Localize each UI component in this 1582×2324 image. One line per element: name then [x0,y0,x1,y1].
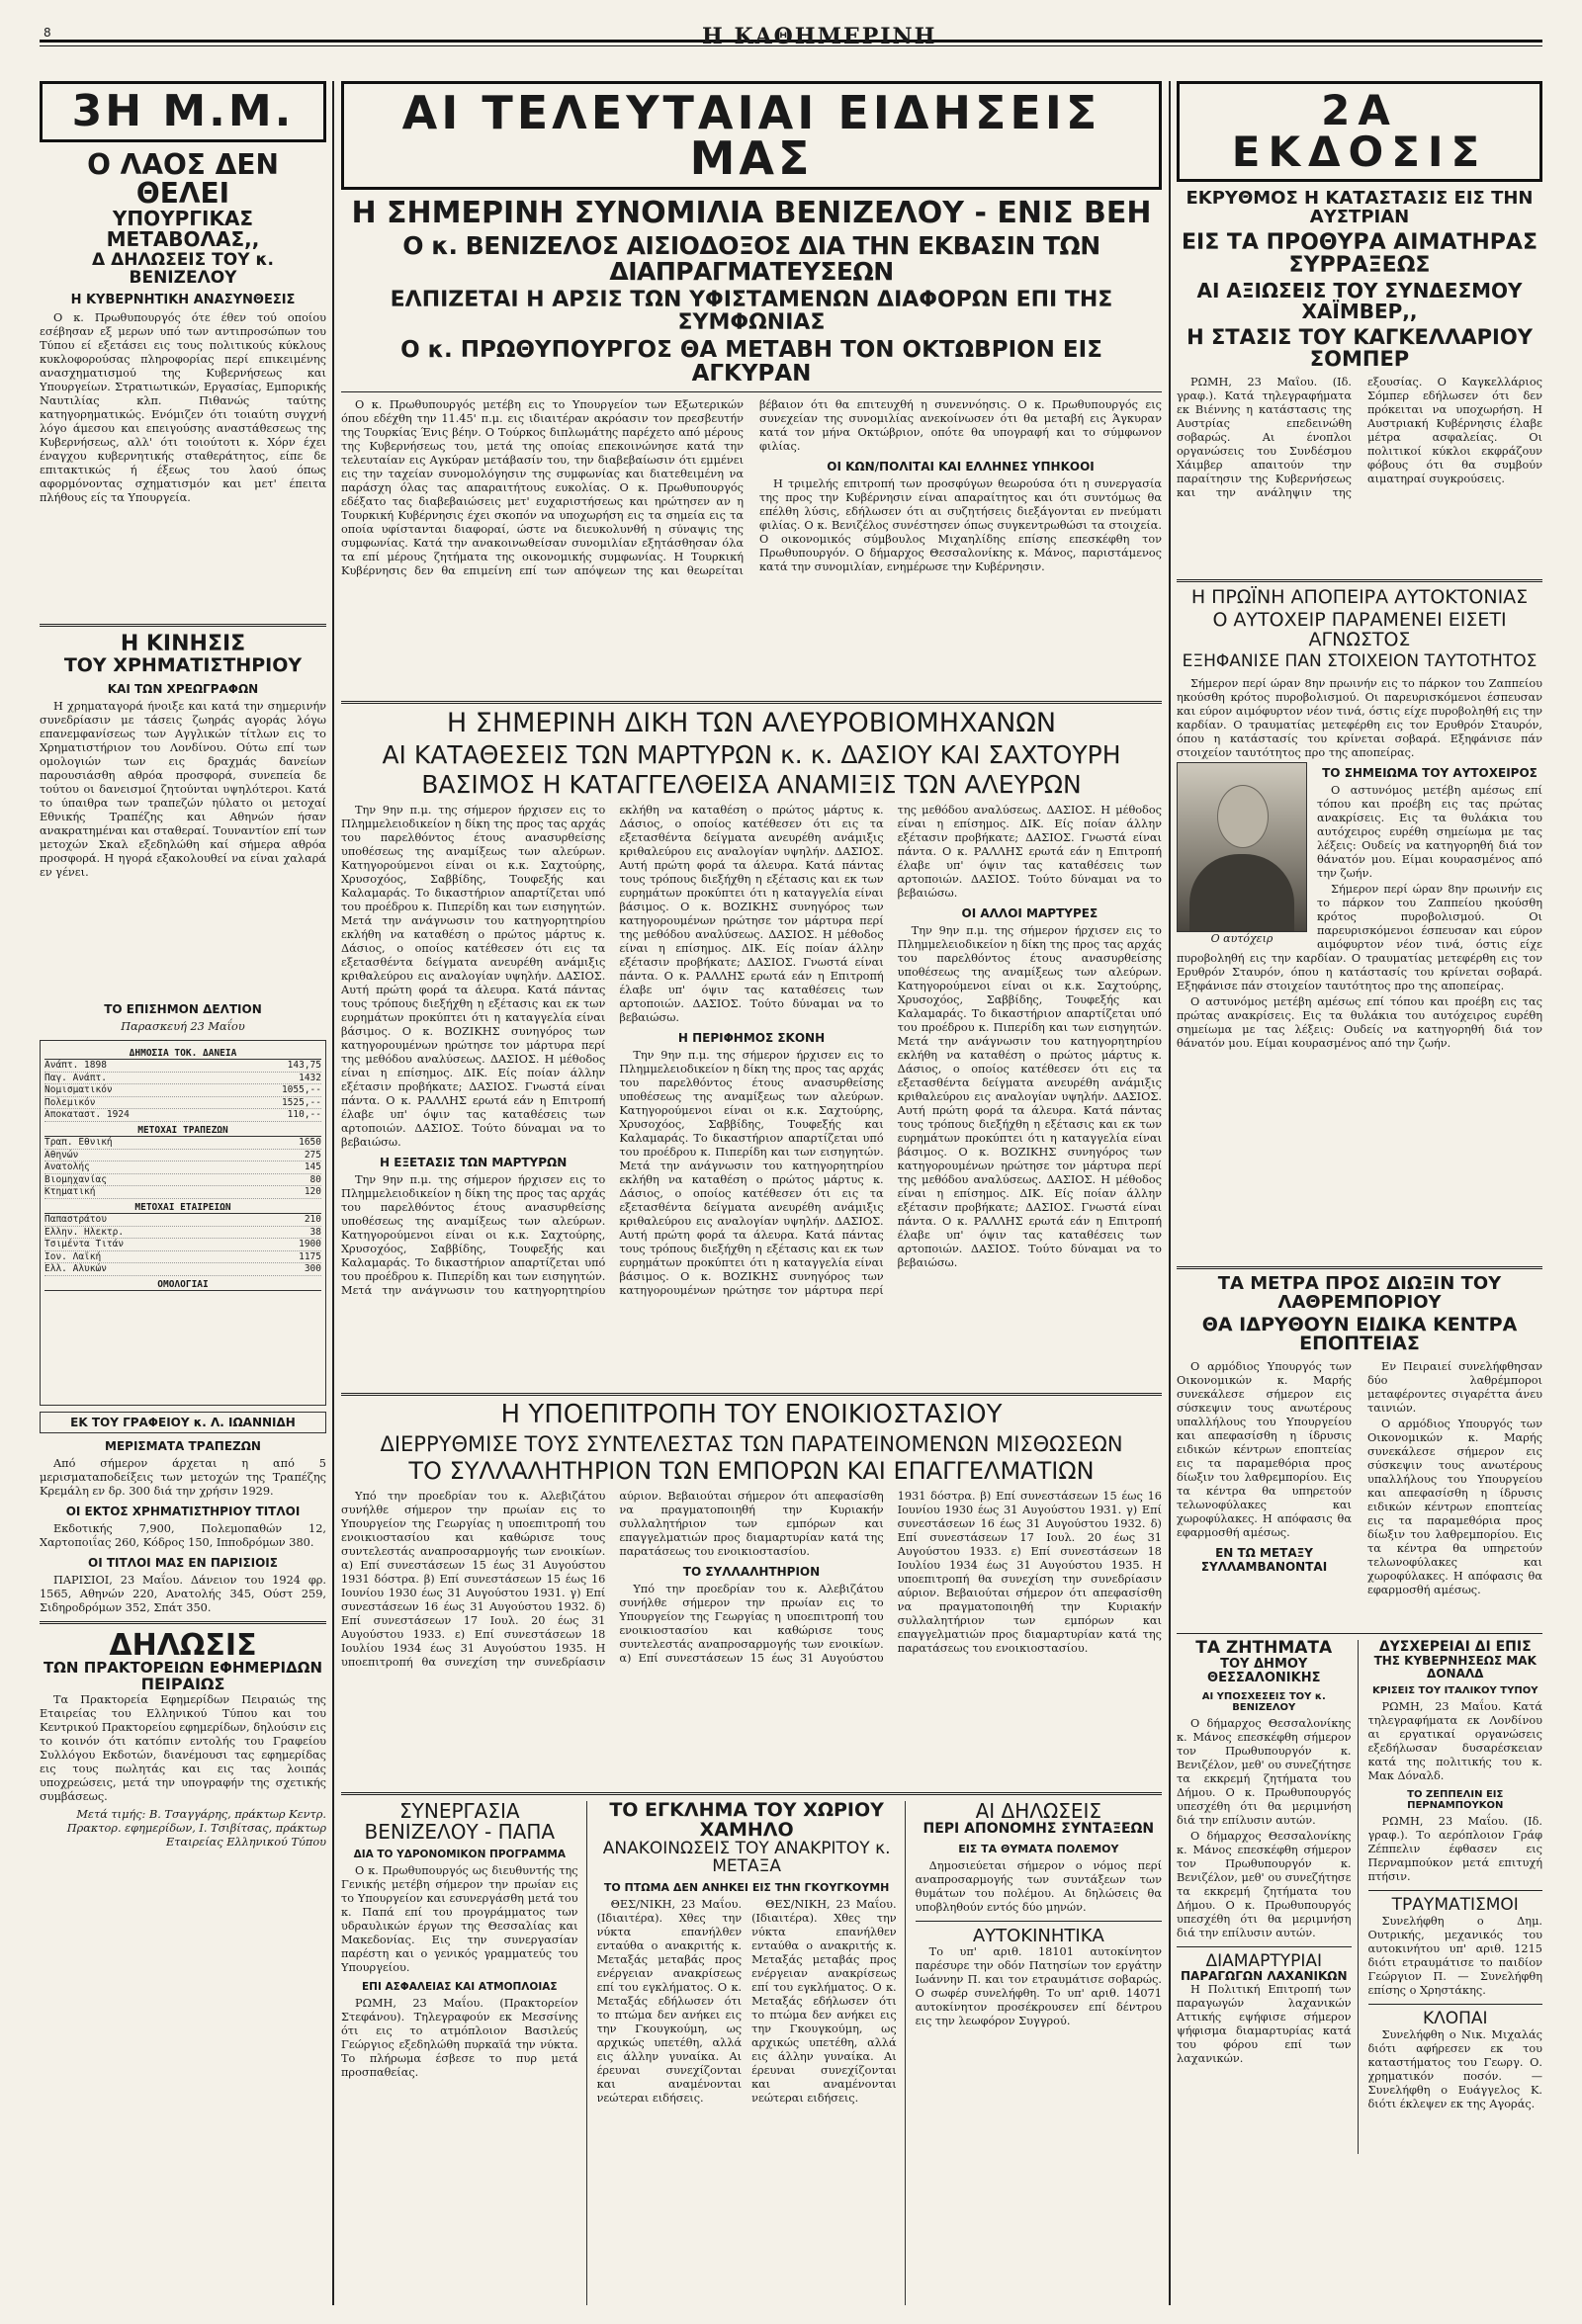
table-header: ΟΜΟΛΟΓΙΑΙ [44,1279,321,1292]
article-body: Ο κ. Πρωθυπουργός ότε έθεν τού οποίου εσέβησαν εξ μερων υπό των αντιπροσώπων του Τύπου εί εξετάσει εις τους πολιτικούς κύκλους κυκλοφορούσας πληροφορίας περί επικειμένης ανασχηματισμού της Κυβερνήσεως και Υπουργείων. Στρατιωτικών, Εργασίας, Εμπορικής Ναυτιλίας κλπ. Πιθανώς ταύτης κατηγορηματικώς. Ενόμιζεν ότι τοιαύτη συγχνή λόγο άμεσου και επειγούσης αναστάθεσεως της Κυβερνήσεως, αλλ' ότι τοιούτοτι κ. Χόρν έχει έναγχου κυβερνητικής σταθεράτητος, είπε δε επιτακτικώς ή έξεως του λαού όπως αφορμόνοντας σχηματισμόν και μετ' έπειτα πλήθους είς τα Υπουργεία. [40,311,326,505]
security-price: 1525,-- [281,1096,321,1108]
article-cooperation [341,1801,587,2305]
portrait-photo [1177,762,1307,932]
table-row [44,1239,321,1251]
headline: ΤΩΝ ΠΡΑΚΤΟΡΕΙΩΝ ΕΦΗΜΕΡΙΔΩΝ [43,1659,323,1677]
article-body: ΡΩΜΗ, 23 Μαΐου. (Πρακτορείον Στεφάνου). Τηλεγραφούν εκ Μεσσίνης ότι εις το ατμόπλοιον Βασιλεύς Γεώργιος εξεδηλώθη πυρκαϊά την νύκτα. Το πλήρωμα έσβεσε το πυρ μετά προσπαθείας. [341,1996,578,2079]
headline: ΑΝΑΚΟΙΝΩΣΕΙΣ ΤΟΥ ΑΝΑΚΡΙΤΟΥ κ. ΜΕΤΑΞΑ [602,1838,891,1876]
article-body: Εκδοτικής 7,900, Πολεμοπαθών 12, Χαρτοποιΐας 260, Κόδρος 150, Ιπποδρόμων 380. [40,1521,326,1549]
security-name: Πολεμικόν [44,1096,96,1108]
divider [341,1792,1162,1795]
headline: Η ΥΠΟΕΠΙΤΡΟΠΗ ΤΟΥ ΕΝΟΙΚΙΟΣΤΑΣΙΟΥ [500,1400,1003,1430]
subheadline: ΜΕΡΙΣΜΑΤΑ ΤΡΑΠΕΖΩΝ [105,1438,261,1453]
security-name: Τσιμέντα Τιτάν [44,1239,125,1249]
section-label: ΕΚ ΤΟΥ ΓΡΑΦΕΙΟΥ κ. Λ. ΙΩΑΝΝΙΔΗ [40,1412,326,1433]
subheadline: ΕΠΙ ΑΣΦΑΛΕΙΑΣ ΚΑΙ ΑΤΜΟΠΛΟΙΑΣ [361,1980,558,1993]
headline: ΤΑ ΜΕΤΡΑ ΠΡΟΣ ΔΙΩΞΙΝ ΤΟΥ ΛΑΘΡΕΜΠΟΡΙΟΥ [1217,1272,1502,1313]
security-name: Ελλ. Αλυκών [44,1263,107,1274]
security-name: Νομισματικόν [44,1084,113,1095]
security-name: Ανάπτ. 1898 [44,1060,107,1071]
security-price: 210 [304,1214,321,1225]
subheadline: ΤΟ ΖΕΠΠΕΛΙΝ ΕΙΣ ΠΕΡΝΑΜΠΟΥΚΟΝ [1407,1789,1504,1812]
security-name: Παπαστράτου [44,1214,107,1225]
article-body: Δημοσιεύεται σήμερον ο νόμος περί αναπροσαρμογής των συντάξεων των θυμάτων του πολέμου. Αι δηλώσεις θα υποβληθούν εντός δύο μηνών. [915,1858,1162,1914]
headline: Ο ΑΥΤΟΧΕΙΡ ΠΑΡΑΜΕΝΕΙ ΕΙΣΕΤΙ ΑΓΝΩΣΤΟΣ [1212,609,1507,650]
headline: Η ΠΡΩΪΝΗ ΑΠΟΠΕΙΡΑ ΑΥΤΟΚΤΟΝΙΑΣ [1190,586,1529,609]
article-body: Συνελήφθη ο Δημ. Ουτρικής, μεχανικός του αυτοκινήτου υπ' αριθ. 1215 διότι ετραυμάτισε το παιδίον Γεώργιον Π. — Συνελήφθη επίσης ο Χρηστάκης. [1367,1915,1542,1998]
article-body: Υπό την προεδρίαν του κ. Αλεβιζάτου συνήλθε σήμερον την πρωίαν εις το Υπουργείον της Γεωργίας η υποεπιτροπή του ενοικιοστασίου και καθώρισε τους συντελεστάς αναπροσαρμογής των ενοικίων. α) Επί συνεστάσεων 15 έως 31 Αυγούστου 1931 δόστρα. β) Επί συνεστάσεων 15 έως 16 Ιουνίου 1930 έως 31 Αυγούστου 1931. γ) Επί συνεστάσεων 16 έως 31 Αυγούστου 1932. δ) Επί συνεστάσεων 17 Ιουλ. 20 έως 31 Αυγούστου 1933. ε) Επί συνεστάσεων 18 Ιουλίου 1934 έως 31 Αυγούστου 1935. Η υποεπιτροπή θα συνεχίση την συνεδρίασιν αύριον. Βεβαιούται σήμερον ότι απεφασίσθη να πραγματοποιηθή την Κυριακήν συλλαλητήριον των εμπόρων και επαγγελματιών προς διαμαρτυρίαν κατά της παρατάσεως του ενοικιοστασίου. ΤΟ ΣΥΛΛΑΛΗΤΗΡΙΟΝ Υπό την προεδρίαν του κ. Αλεβιζάτου συνήλθε σήμερον την πρωίαν εις το Υπουργείον της Γεωργίας η υποεπιτροπή του ενοικιοστασίου και καθώρισε τους συντελεστάς αναπροσαρμογής των ενοικίων. α) Επί συνεστάσεων 15 έως 31 Αυγούστου 1931 δόστρα. β) Επί συνεστάσεων 15 έως 16 Ιουνίου 1930 έως 31 Αυγούστου 1931. γ) Επί συνεστάσεων 16 έως 31 Αυγούστου 1932. δ) Επί συνεστάσεων 17 Ιουλ. 20 έως 31 Αυγούστου 1933. ε) Επί συνεστάσεων 18 Ιουλίου 1934 έως 31 Αυγούστου 1935. Η υποεπιτροπή θα συνεχίση την συνεδρίασιν αύριον. Βεβαιούται σήμερον ότι απεφασίσθη να πραγματοποιηθή την Κυριακήν συλλαλητήριον των εμπόρων και επαγγελματιών προς διαμαρτυρίαν κατά της παρατάσεως του ενοικιοστασίου. [341,1489,1162,1669]
headline: ΤΟ ΣΥΛΛΑΛΗΤΗΡΙΟΝ ΤΩΝ ΕΜΠΟΡΩΝ ΚΑΙ ΕΠΑΓΓΕΛΜΑΤΙΩΝ [408,1456,1095,1485]
article-body: Η Πολιτική Επιτροπή των παραγωγών λαχανικών Αττικής εψήφισε σήμερον ψήφισμα διαμαρτυρίας κατά του φόρου επί των λαχανικών. [1177,1982,1352,2065]
headline: Ο ΛΑΟΣ ΔΕΝ ΘΕΛΕΙ [87,148,279,211]
security-name: Παγ. Ανάπτ. [44,1072,107,1083]
divider [1177,579,1542,582]
table-row [44,1251,321,1264]
article-body: ΡΩΜΗ, 23 Μαΐου. Κατά τηλεγραφήματα εκ Λονδίνου αι εργατικαί οργανώσεις εξεδήλωσαν δυσαρέσκειαν κατά της πολιτικής του κ. Μακ Δόναλδ. [1367,1700,1542,1783]
headline: ΒΕΝΙΖΕΛΟΥ - ΠΑΠΑ [364,1819,556,1844]
article-body: Ο κ. Πρωθυπουργός μετέβη εις το Υπουργείον των Εξωτερικών όπου εδέχθη την 11.45' π.μ. εις ιδιαιτέραν ακρόασιν τον πρεσβευτήν της Τουρκίας Ένις βέην. Ο Τούρκος διπλωμάτης παρέχετο από μέρους της Κυβερνήσεως του, μετά της οποίας επεκοινώνησε κατά την τελευταίαν εις Αγκύραν μετάβασίν του, την διαβεβαίωσιν ότι εμμένει εις την ταχείαν συνομολόγησιν της συμφωνίας και διατεθειμένη να παράσχη όλας τας απαραιτήτους ευκολίας. Ο κ. Πρωθυπουργός εδέξατο τας διαβεβαιώσεις μετ' ευχαριστήσεως και ηρώτησεν αν η Τουρκική Κυβέρνησις έχει σκοπόν να υποχωρήση εις τα σημεία εις τα οποία υφίστανται διαφοραί, ώστε να διευκολυνθή η σύναψις της συμφωνίας. Κατά την ανακοινωθείσαν συνομιλίαν εξητάσθησαν όλα τα επί μέρους ζητήματα της οικονομικής συμφωνίας. Η Τουρκική Κυβέρνησις δεν θα επιμείνη επί των απόψεων της και θεωρείται βέβαιον ότι θα επιτευχθή η συνεννόησις. Ο κ. Πρωθυπουργός εις συνεχείαν της συνομιλίας ανεκοίνωσεν ότι θα μεταβή εις Άγκυραν κατά τον μήνα Οκτώβριον, οπότε θα υπογραφή και το σύμφωνον φιλίας. ΟΙ ΚΩΝ/ΠΟΛΙΤΑΙ ΚΑΙ ΕΛΛΗΝΕΣ ΥΠΗΚΟΟΙ Η τριμελής επιτροπή των προσφύγων θεωρούσα ότι η συνεργασία της προς την Κυβέρνησιν είναι απαραίτητος και ότι συντόμως θα επέλθη λύσις, εδήλωσεν ότι αι συζητήσεις διεξάγονται εν πνεύματι φιλίας. Ο κ. Βενιζέλος συνέστησεν όπως συγκεντρωθώσι τα στοιχεία. Ο οικονομικός σύμβουλος Μιχαηλίδης επίσης επεσκέφθη τον Πρωθυπουργόν. Ο δήμαρχος Θεσσαλονίκης κ. Μάνος, παριστάμενος κατά την συνομιλίαν, ενημέρωσε την Κυβέρνησιν. [341,398,1162,578]
table-header: ΜΕΤΟΧΑΙ ΕΤΑΙΡΕΙΩΝ [44,1202,321,1215]
headline: Η ΣΤΑΣΙΣ ΤΟΥ ΚΑΓΚΕΛΛΑΡΙΟΥ ΣΟΜΠΕΡ [1186,324,1533,372]
bulletin-date: Παρασκευή 23 Μαΐου [121,1019,245,1033]
right-bottom [1177,1640,1542,2154]
security-price: 145 [304,1162,321,1172]
photo-caption: Ο αυτόχειρ [1210,931,1274,945]
security-price: 1175 [299,1250,321,1262]
article-thessaloniki [1177,1640,1359,2154]
headline: Η ΣΗΜΕΡΙΝΗ ΔΙΚΗ ΤΩΝ ΑΛΕΥΡΟΒΙΟΜΗΧΑΝΩΝ [446,708,1057,739]
headline: ΤΑ ΖΗΤΗΜΑΤΑ [1195,1640,1333,1659]
headline: ΚΛΟΠΑΙ [1422,2009,1488,2029]
subheadline: ΟΙ ΑΛΛΟΙ ΜΑΡΤΥΡΕΣ [961,906,1099,921]
security-price: 38 [309,1226,321,1238]
headline: ΤΟΥ ΔΗΜΟΥ ΘΕΣΣΑΛΟΝΙΚΗΣ [1207,1657,1321,1685]
subheadline: ΔΙΑ ΤΟ ΥΔΡΟΝΟΜΙΚΟΝ ΠΡΟΓΡΑΜΜΑ [353,1848,566,1860]
article-body: ΡΩΜΗ, 23 Μαΐου. (Ιδ. γραφ.). Κατά τηλεγραφήματα εκ Βιέννης η κατάστασις της Αυστρίας επεδεινώθη σοβαρώς. Αι ένοπλοι οργανώσεις του Συνδέσμου Χάιμβερ απαιτούν την παραίτησιν της Κυβερνήσεως και την ανάληψιν της εξουσίας. Ο Καγκελλάριος Σόμπερ εδήλωσεν ότι δεν πρόκειται να υποχωρήση. Η Αυστριακή Κυβέρνησις έλαβε μέτρα ασφαλείας. Οι πολιτικοί κύκλοι εκφράζουν φόβους ότι θα συμβούν αιματηραί συγκρούσεις. [1177,376,1542,500]
article-body: ΠΑΡΙΣΙΟΙ, 23 Μαΐου. Δάνειον του 1924 φρ. 1565, Αθηνών 220, Ανατολής 345, Ούστ 259, Σιδηροδρόμων 352, Σπάτ 350. [40,1573,326,1614]
article-pensions [916,1801,1162,2305]
article-body: Ο αρμόδιος Υπουργός των Οικονομικών κ. Μαρής συνεκάλεσε σήμερον εις σύσκεψιν τους ανωτέρους υπαλλήλους του Υπουργείου και απεφασίσθη η ίδρυσις ειδικών κέντρων εποπτείας εις τα παραμεθόρια προς δίωξιν του λαθρεμπορίου. Εις τα κέντρα θα υπηρετούν τελωνοφύλακες και χωροφύλακες. Η απόφασις θα εφαρμοσθή αμέσως. ΕΝ ΤΩ ΜΕΤΑΞΥ ΣΥΛΛΑΜΒΑΝΟΝΤΑΙ Εν Πειραιεί συνελήφθησαν δύο λαθρέμποροι μεταφέροντες σιγαρέττα άνευ ταινιών. Ο αρμόδιος Υπουργός των Οικονομικών κ. Μαρής συνεκάλεσε σήμερον εις σύσκεψιν τους ανωτέρους υπαλλήλους του Υπουργείου και απεφασίσθη η ίδρυσις ειδικών κέντρων εποπτείας εις τα παραμεθόρια προς δίωξιν του λαθρεμπορίου. Εις τα κέντρα θα υπηρετούν τελωνοφύλακες και χωροφύλακες. Η απόφασις θα εφαρμοσθή αμέσως. [1177,1360,1542,1597]
divider [1177,1946,1352,1947]
security-name: Ιον. Λαϊκή [44,1250,102,1262]
article-foreign-news [1368,1640,1543,2154]
middle-column [341,81,1162,2305]
divider [40,624,326,627]
headline: ΤΗΣ ΚΥΒΕΡΝΗΣΕΩΣ ΜΑΚ ΔΟΝΑΛΔ [1373,1654,1537,1680]
divider [1368,1890,1543,1891]
headline: Η ΣΗΜΕΡΙΝΗ ΣΥΝΟΜΙΛΙΑ ΒΕΝΙΖΕΛΟΥ - ΕΝΙΣ ΒΕΗ [351,196,1152,230]
table-row [44,1214,321,1227]
security-name: Κτηματική [44,1186,96,1197]
article-body: Σήμερον περί ώραν 8ην πρωινήν εις το πάρκον του Ζαππείου ηκούσθη κρότος πυροβολισμού. Οι παρευρισκόμενοι έσπευσαν και εύρον αιμόφυρτον νέον τινά, όστις είχε πυροβοληθή εις την καρδίαν. Ο τραυματίας μετεφέρθη εις τον Ερυθρόν Σταυρόν, όπου η κατάστασίς του κρίνεται σοβαρά. Εξηφάνισε πάν στοιχείον ταυτότητος προ της αποπείρας. Ο αυτόχειρ ΤΟ ΣΗΜΕΙΩΜΑ ΤΟΥ ΑΥΤΟΧΕΙΡΟΣ Ο αστυνόμος μετέβη αμέσως επί τόπου και προέβη εις τας πρώτας ανακρίσεις. Εις τα θυλάκια του αυτόχειρος ευρέθη σημείωμα με τας λέξεις: Ουδείς να κατηγορηθή διά τον θάνατόν μου. Είμαι κουρασμένος από την ζωήν. Σήμερον περί ώραν 8ην πρωινήν εις το πάρκον του Ζαππείου ηκούσθη κρότος πυροβολισμού. Οι παρευρισκόμενοι έσπευσαν και εύρον αιμόφυρτον νέον τινά, όστις είχε πυροβοληθή εις την καρδίαν. Ο τραυματίας μετεφέρθη εις τον Ερυθρόν Σταυρόν, όπου η κατάστασίς του κρίνεται σοβαρά. Εξηφάνισε πάν στοιχείον ταυτότητος προ της αποπείρας. Ο αστυνόμος μετέβη αμέσως επί τόπου και προέβη εις τας πρώτας ανακρίσεις. Εις τα θυλάκια του αυτόχειρος ευρέθη σημείωμα με τας λέξεις: Ουδείς να κατηγορηθή διά τον θάνατόν μου. Είμαι κουρασμένος από την ζωήν. [1177,676,1542,1050]
headline: ΔΙΕΡΡΥΘΜΙΣΕ ΤΟΥΣ ΣΥΝΤΕΛΕΣΤΑΣ ΤΩΝ ΠΑΡΑΤΕΙΝΟΜΕΝΩΝ ΜΙΣΘΩΣΕΩΝ [380,1431,1123,1456]
subheadline: ΕΙΣ ΤΑ ΘΥΜΑΤΑ ΠΟΛΕΜΟΥ [958,1842,1119,1855]
security-name: Ανατολής [44,1162,90,1172]
divider [40,1621,326,1624]
table-row [44,1150,321,1162]
divider [1177,1633,1542,1634]
article-body: Ο δήμαρχος Θεσσαλονίκης κ. Μάνος επεσκέφθη σήμερον τον Πρωθυπουργόν κ. Βενιζέλον, μεθ' ου συνεζήτησε τα εκκρεμή ζητήματα του Δήμου. Ο κ. Πρωθυπουργός υπεσχέθη ότι θα μεριμνήση διά την επίλυσιν αυτών. Ο δήμαρχος Θεσσαλονίκης κ. Μάνος επεσκέφθη σήμερον τον Πρωθυπουργόν κ. Βενιζέλον, μεθ' ου συνεζήτησε τα εκκρεμή ζητήματα του Δήμου. Ο κ. Πρωθυπουργός υπεσχέθη ότι θα μεριμνήση διά την επίλυσιν αυτών. [1177,1716,1352,1939]
security-name: Βιομηχανίας [44,1173,107,1185]
headline: ΑΙ ΑΞΙΩΣΕΙΣ ΤΟΥ ΣΥΝΔΕΣΜΟΥ ΧΑΪΜΒΕΡ,, [1196,278,1523,323]
subheadline: ΟΙ ΤΙΤΛΟΙ ΜΑΣ ΕΝ ΠΑΡΙΣΙΟΙΣ [88,1555,278,1570]
column-rule [332,81,334,2305]
headline: ΔΥΣΧΕΡΕΙΑΙ ΔΙ ΕΠΙΣ [1378,1640,1532,1656]
article-body: Η χρηματαγορά ήνοιξε και κατά την σημερινήν συνεδρίασιν με τάσεις ζωηράς αγοράς λόγω επανεμφανίσεως των Αγγλικών τίτλων εις το Χρηματιστήριον του Λονδίνου. Ούτω επί των ομολογιών των εις δραχμάς δανείων παρουσιάσθη αθρόα προσφορά, συνεπεία δε τούτου οι δανεισμοί ζητούνται υψηλότεροι. Κατά το ύπαιθρα των τραπεζών ηύλατο οι μετοχαί Εθνικής Τραπέζης και Αθηνών ήσαν ανακρατημέναι και σταθεραί. Τουναντίον επί των μετοχών Σκαλ εξεδηλώθη καί σήμερα αθρόα προσφορά. Η ηγορά εξακολουθεί να είναι χαλαρά εν γένει. [40,699,326,879]
security-name: Τραπ. Εθνική [44,1137,113,1148]
subheadline: Η ΕΞΕΤΑΣΙΣ ΤΩΝ ΜΑΡΤΥΡΩΝ [380,1156,568,1170]
table-row [44,1137,321,1150]
table-row [44,1060,321,1073]
headline: ΤΟ ΕΓΚΛΗΜΑ ΤΟΥ ΧΩΡΙΟΥ ΧΑΜΗΛΟ [609,1800,884,1841]
signature-block: Μετά τιμής: Β. Τσαγγάρης, πράκτωρ Κεντρ. Πρακτορ. εφημερίδων, Ι. Τσιβίτσας, πράκτωρ Εταιρείας Ελληνικού Τύπου [66,1807,326,1849]
table-row [44,1227,321,1240]
article-body: ΡΩΜΗ, 23 Μαΐου. (Ιδ. γραφ.). Το αερόπλοιον Γράφ Ζέππελιν έφθασεν εις Περναμπούκον μετά επιτυχή πτήσιν. [1367,1815,1542,1884]
table-row [44,1263,321,1276]
column-rule [1169,81,1171,2305]
article-body: Ο κ. Πρωθυπουργός ως διευθυντής της Γενικής μετέβη σήμερον την πρωίαν εις το Υπουργείον και εσυνεργάσθη μετά του κ. Παπά επί του προγράμματος των υδραυλικών έργων της Θεσσαλίας και Μακεδονίας. Εις την συνεργασίαν παρέστη και ο γενικός γραμματεύς του Υπουργείου. [341,1863,578,1974]
headline: ΤΟΥ ΧΡΗΜΑΤΙΣΤΗΡΙΟΥ [63,653,303,676]
security-price: 300 [304,1263,321,1274]
headline: ΠΕΙΡΑΙΩΣ [140,1674,225,1693]
security-price: 275 [304,1149,321,1161]
right-column [1177,81,1542,2305]
divider [916,1921,1162,1922]
table-row [44,1073,321,1085]
security-name: Αποκαταστ. 1924 [44,1109,130,1120]
table-row [44,1109,321,1122]
bottom-articles [341,1801,1162,2305]
masthead [40,22,1542,81]
headline: ΑΥΤΟΚΙΝΗΤΙΚΑ [972,1925,1104,1946]
headline: ΠΕΡΙ ΑΠΟΝΟΜΗΣ ΣΥΝΤΑΞΕΩΝ [923,1820,1155,1837]
subheadline: ΟΙ ΕΚΤΟΣ ΧΡΗΜΑΤΙΣΤΗΡΙΟΥ ΤΙΤΛΟΙ [65,1504,301,1518]
security-price: 120 [304,1186,321,1197]
table-row [44,1186,321,1199]
divider [1368,2004,1543,2005]
headline: ΤΡΑΥΜΑΤΙΣΜΟΙ [1391,1895,1519,1916]
divider [1177,1266,1542,1269]
newspaper-page [40,22,1542,2305]
page-number: 8 [44,26,51,40]
security-price: 110,-- [287,1109,321,1120]
headline: ΑΙ ΔΗΛΩΣΕΙΣ [975,1800,1102,1823]
security-price: 1432 [299,1072,321,1083]
article-body: Τα Πρακτορεία Εφημερίδων Πειραιώς της Εταιρείας του Ελληνικού Τύπου και του Κεντρικού Πρακτορείου εφημερίδων, δηλούσιν εις το κοινόν ότι κατόπιν εντολής του Γραφείου Συλλόγου Εκδοτών, διανέμουσι τας εφημερίδας εις τους πωλητάς και εις τας λοιπάς υποχρεώσεις, μετά την υπογραφήν της σχετικής συμβάσεως. [40,1692,326,1803]
edition-box-2nd: 2Α ΕΚΔΟΣΙΣ [1177,81,1542,182]
article-body: Από σήμερον άρχεται η από 5 μερισματαποδείξεις των μετοχών της Τραπέζης Κρεμάλη εν δρ. 300 διά την χρήσιν 1929. [40,1456,326,1498]
subheadline: ΚΡΙΣΕΙΣ ΤΟΥ ΙΤΑΛΙΚΟΥ ΤΥΠΟΥ [1372,1685,1538,1697]
article-village-crime [597,1801,906,2305]
headline: ΔΗΛΩΣΙΣ [109,1627,257,1663]
table-row [44,1097,321,1110]
headline: ΑΙ ΚΑΤΑΘΕΣΕΙΣ ΤΩΝ ΜΑΡΤΥΡΩΝ κ. κ. ΔΑΣΙΟΥ ΚΑΙ ΣΑΧΤΟΥΡΗ [382,739,1121,769]
security-price: 143,75 [287,1060,321,1071]
security-price: 1900 [299,1239,321,1249]
subheadline: ΤΟ ΣΗΜΕΙΩΜΑ ΤΟΥ ΑΥΤΟΧΕΙΡΟΣ [1322,765,1538,780]
subheadline: ΑΙ ΥΠΟΣΧΕΣΕΙΣ ΤΟΥ κ. ΒΕΝΙΖΕΛΟΥ [1201,1690,1326,1713]
headline: ΕΚΡΥΘΜΟΣ Η ΚΑΤΑΣΤΑΣΙΣ ΕΙΣ ΤΗΝ ΑΥΣΤΡΙΑΝ [1186,188,1534,227]
headline: ΔΙΑΜΑΡΤΥΡΙΑΙ [1205,1950,1322,1971]
photo-figure [1177,762,1307,946]
stock-table [40,1040,326,1406]
security-price: 80 [309,1173,321,1185]
headline: ΕΙΣ ΤΑ ΠΡΟΘΥΡΑ ΑΙΜΑΤΗΡΑΣ ΣΥΡΡΑΞΕΩΣ [1181,229,1538,278]
table-header: ΜΕΤΟΧΑΙ ΤΡΑΠΕΖΩΝ [44,1125,321,1138]
divider [341,701,1162,704]
divider [341,1393,1162,1396]
table-row [44,1162,321,1174]
subheadline: ΤΟ ΕΠΙΣΗΜΟΝ ΔΕΛΤΙΟΝ [104,1001,262,1016]
edition-box-3pm: 3Η Μ.Μ. [40,81,326,142]
headline: ΘΑ ΙΔΡΥΘΟΥΝ ΕΙΔΙΚΑ ΚΕΝΤΡΑ ΕΠΟΠΤΕΙΑΣ [1201,1313,1518,1355]
portrait-shoulders [1189,854,1294,931]
table-row [44,1084,321,1097]
headline: Ο κ. ΒΕΝΙΖΕΛΟΣ ΑΙΣΙΟΔΟΞΟΣ ΔΙΑ ΤΗΝ ΕΚΒΑΣΙΝ ΤΩΝ ΔΙΑΠΡΑΓΜΑΤΕΥΣΕΩΝ [402,230,1100,286]
divider [341,391,1162,392]
article-body: Συνελήφθη ο Νικ. Μιχαλάς διότι αφήρεσεν εκ του καταστήματος του Γεωργ. Ο. χρηματικόν ποσόν. — Συνελήφθη ο Ευάγγελος Κ. διότι έκλεψεν εκ της Αγοράς. [1367,2027,1542,2110]
banner-headline: ΑΙ ΤΕΛΕΥΤΑΙΑΙ ΕΙΔΗΣΕΙΣ ΜΑΣ [341,81,1162,190]
headline: ΒΑΣΙΜΟΣ Η ΚΑΤΑΓΓΕΛΘΕΙΣΑ ΑΝΑΜΙΞΙΣ ΤΩΝ ΑΛΕΥΡΩΝ [421,770,1082,800]
subheadline: ΤΟ ΣΥΛΛΑΛΗΤΗΡΙΟΝ [682,1564,821,1579]
subheadline: ΟΙ ΚΩΝ/ΠΟΛΙΤΑΙ ΚΑΙ ΕΛΛΗΝΕΣ ΥΠΗΚΟΟΙ [827,460,1095,474]
masthead-title: Η ΚΑΘΗΜΕΡΙΝΗ [702,24,937,49]
table-header: ΔΗΜΟΣΙΑ ΤΟΚ. ΔΑΝΕΙΑ [44,1048,321,1061]
article-body: Το υπ' αριθ. 18101 αυτοκίνητον παρέσυρε την οδόν Πατησίων τον εργάτην Ιωάννην Π. και τον ετραυμάτισε σοβαρώς. Ο σωφέρ συνελήφθη. Το υπ' αριθ. 14071 αυτοκίνητον προσέκρουσεν επί δέντρου εις την λεωφόρον Συγγρού. [915,1945,1162,2028]
subheadline: Η ΚΥΒΕΡΝΗΤΙΚΗ ΑΝΑΣΥΝΘΕΣΙΣ [70,293,296,308]
headline: ΕΛΠΙΖΕΤΑΙ Η ΑΡΣΙΣ ΤΩΝ ΥΦΙΣΤΑΜΕΝΩΝ ΔΙΑΦΟΡΩΝ ΕΠΙ ΤΗΣ ΣΥΜΦΩΝΙΑΣ [390,288,1113,336]
subheadline: ΕΝ ΤΩ ΜΕΤΑΞΥ ΣΥΛΛΑΜΒΑΝΟΝΤΑΙ [1200,1546,1328,1575]
headline: Ο κ. ΠΡΩΘΥΠΟΥΡΓΟΣ ΘΑ ΜΕΤΑΒΗ ΤΟΝ ΟΚΤΩΒΡΙΟΝ ΕΙΣ ΑΓΚΥΡΑΝ [400,337,1102,387]
security-name: Ελλην. Ηλεκτρ. [44,1226,125,1238]
article-body: Την 9ην π.μ. της σήμερον ήρχισεν εις το Πλημμελειοδικείον η δίκη της προς τας αρχάς του παρελθόντος έτους ανασυρθείσης υποθέσεως της αναμίξεως των αλεύρων. Κατηγορούμενοι είναι οι κ.κ. Σαχτούρης, Χρυσοχόος, Σαββίδης, Τουφεξής και Καλαμαράς. Το δικαστήριον απαρτίζεται υπό του προέδρου κ. Πιπερίδη και των εισηγητών. Μετά την ανάγνωσιν του κατηγορητηρίου εκλήθη να καταθέση ο πρώτος μάρτυς κ. Δάσιος, ο οποίος κατέθεσεν ότι εις τα εξετασθέντα δείγματα ανευρέθη ανάμιξις κριθαλεύρου εις αναλογίαν υψηλήν. ΔΑΣΙΟΣ. Αυτή πρώτη φορά τα άλευρα. Κατά πάντας τους τρόπους διεξήχθη η εξέτασις και εκ των ευρημάτων προκύπτει ότι η καταγγελία είναι βάσιμος. Ο κ. ΒΟΖΙΚΗΣ συνηγόρος των κατηγορουμένων ηρώτησε τον μάρτυρα περί της μεθόδου αναλύσεως. ΔΑΣΙΟΣ. Η μέθοδος είναι η επίσημος. ΔΙΚ. Είς ποίαν άλλην εξέτασιν προβήκατε; ΔΑΣΙΟΣ. Γνωστά είναι πάντα. Ο κ. ΡΑΛΛΗΣ ερωτά εάν η Επιτροπή έλαβε υπ' όψιν τας καταθέσεις των αρτοποιών. ΔΑΣΙΟΣ. Τούτο δύναμαι να το βεβαιώσω. Η ΕΞΕΤΑΣΙΣ ΤΩΝ ΜΑΡΤΥΡΩΝ Την 9ην π.μ. της σήμερον ήρχισεν εις το Πλημμελειοδικείον η δίκη της προς τας αρχάς του παρελθόντος έτους ανασυρθείσης υποθέσεως της αναμίξεως των αλεύρων. Κατηγορούμενοι είναι οι κ.κ. Σαχτούρης, Χρυσοχόος, Σαββίδης, Τουφεξής και Καλαμαράς. Το δικαστήριον απαρτίζεται υπό του προέδρου κ. Πιπερίδη και των εισηγητών. Μετά την ανάγνωσιν του κατηγορητηρίου εκλήθη να καταθέση ο πρώτος μάρτυς κ. Δάσιος, ο οποίος κατέθεσεν ότι εις τα εξετασθέντα δείγματα ανευρέθη ανάμιξις κριθαλεύρου εις αναλογίαν υψηλήν. ΔΑΣΙΟΣ. Αυτή πρώτη φορά τα άλευρα. Κατά πάντας τους τρόπους διεξήχθη η εξέτασις και εκ των ευρημάτων προκύπτει ότι η καταγγελία είναι βάσιμος. Ο κ. ΒΟΖΙΚΗΣ συνηγόρος των κατηγορουμένων ηρώτησε τον μάρτυρα περί της μεθόδου αναλύσεως. ΔΑΣΙΟΣ. Η μέθοδος είναι η επίσημος. ΔΙΚ. Είς ποίαν άλλην εξέτασιν προβήκατε; ΔΑΣΙΟΣ. Γνωστά είναι πάντα. Ο κ. ΡΑΛΛΗΣ ερωτά εάν η Επιτροπή έλαβε υπ' όψιν τας καταθέσεις των αρτοποιών. ΔΑΣΙΟΣ. Τούτο δύναμαι να το βεβαιώσω. Η ΠΕΡΙΦΗΜΟΣ ΣΚΟΝΗ Την 9ην π.μ. της σήμερον ήρχισεν εις το Πλημμελειοδικείον η δίκη της προς τας αρχάς του παρελθόντος έτους ανασυρθείσης υποθέσεως της αναμίξεως των αλεύρων. Κατηγορούμενοι είναι οι κ.κ. Σαχτούρης, Χρυσοχόος, Σαββίδης, Τουφεξής και Καλαμαράς. Το δικαστήριον απαρτίζεται υπό του προέδρου κ. Πιπερίδη και των εισηγητών. Μετά την ανάγνωσιν του κατηγορητηρίου εκλήθη να καταθέση ο πρώτος μάρτυς κ. Δάσιος, ο οποίος κατέθεσεν ότι εις τα εξετασθέντα δείγματα ανευρέθη ανάμιξις κριθαλεύρου εις αναλογίαν υψηλήν. ΔΑΣΙΟΣ. Αυτή πρώτη φορά τα άλευρα. Κατά πάντας τους τρόπους διεξήχθη η εξέτασις και εκ των ευρημάτων προκύπτει ότι η καταγγελία είναι βάσιμος. Ο κ. ΒΟΖΙΚΗΣ συνηγόρος των κατηγορουμένων ηρώτησε τον μάρτυρα περί της μεθόδου αναλύσεως. ΔΑΣΙΟΣ. Η μέθοδος είναι η επίσημος. ΔΙΚ. Είς ποίαν άλλην εξέτασιν προβήκατε; ΔΑΣΙΟΣ. Γνωστά είναι πάντα. Ο κ. ΡΑΛΛΗΣ ερωτά εάν η Επιτροπή έλαβε υπ' όψιν τας καταθέσεις των αρτοποιών. ΔΑΣΙΟΣ. Τούτο δύναμαι να το βεβαιώσω. ΟΙ ΑΛΛΟΙ ΜΑΡΤΥΡΕΣ Την 9ην π.μ. της σήμερον ήρχισεν εις το Πλημμελειοδικείον η δίκη της προς τας αρχάς του παρελθόντος έτους ανασυρθείσης υποθέσεως της αναμίξεως των αλεύρων. Κατηγορούμενοι είναι οι κ.κ. Σαχτούρης, Χρυσοχόος, Σαββίδης, Τουφεξής και Καλαμαράς. Το δικαστήριον απαρτίζεται υπό του προέδρου κ. Πιπερίδη και των εισηγητών. Μετά την ανάγνωσιν του κατηγορητηρίου εκλήθη να καταθέση ο πρώτος μάρτυς κ. Δάσιος, ο οποίος κατέθεσεν ότι εις τα εξετασθέντα δείγματα ανευρέθη ανάμιξις κριθαλεύρου εις αναλογίαν υψηλήν. ΔΑΣΙΟΣ. Αυτή πρώτη φορά τα άλευρα. Κατά πάντας τους τρόπους διεξήχθη η εξέτασις και εκ των ευρημάτων προκύπτει ότι η καταγγελία είναι βάσιμος. Ο κ. ΒΟΖΙΚΗΣ συνηγόρος των κατηγορουμένων ηρώτησε τον μάρτυρα περί της μεθόδου αναλύσεως. ΔΑΣΙΟΣ. Η μέθοδος είναι η επίσημος. ΔΙΚ. Είς ποίαν άλλην εξέτασιν προβήκατε; ΔΑΣΙΟΣ. Γνωστά είναι πάντα. Ο κ. ΡΑΛΛΗΣ ερωτά εάν η Επιτροπή έλαβε υπ' όψιν τας καταθέσεις των αρτοποιών. ΔΑΣΙΟΣ. Τούτο δύναμαι να το βεβαιώσω. [341,804,1162,1298]
article-body: ΘΕΣ/ΝΙΚΗ, 23 Μαΐου. (Ιδιαιτέρα). Χθες την νύκτα επανήλθεν ενταύθα ο ανακριτής κ. Μεταξάς μεταβάς προς ενέργειαν ανακρίσεως επί του εγκλήματος. Ο κ. Μεταξάς εδήλωσεν ότι το πτώμα δεν ανήκει εις την Γκουγκούμη, ως αρχικώς υπετέθη, αλλά εις άλλην γυναίκα. Αι έρευναι συνεχίζονται και αναμένονται νεώτεραι ειδήσεις. ΘΕΣ/ΝΙΚΗ, 23 Μαΐου. (Ιδιαιτέρα). Χθες την νύκτα επανήλθεν ενταύθα ο ανακριτής κ. Μεταξάς μεταβάς προς ενέργειαν ανακρίσεως επί του εγκλήματος. Ο κ. Μεταξάς εδήλωσεν ότι το πτώμα δεν ανήκει εις την Γκουγκούμη, ως αρχικώς υπετέθη, αλλά εις άλλην γυναίκα. Αι έρευναι συνεχίζονται και αναμένονται νεώτεραι ειδήσεις. [596,1898,897,2106]
table-row [44,1174,321,1187]
headline: Η ΚΙΝΗΣΙΣ [120,632,246,657]
headline: ΣΥΝΕΡΓΑΣΙΑ [399,1800,520,1823]
headline: ΥΠΟΥΡΓΙΚΑΣ ΜΕΤΑΒΟΛΑΣ,, [106,206,260,251]
security-price: 1650 [299,1137,321,1148]
subheadline: Η ΠΕΡΙΦΗΜΟΣ ΣΚΟΝΗ [677,1031,826,1046]
subheadline: ΚΑΙ ΤΩΝ ΧΡΕΩΓΡΑΦΩΝ [107,681,259,696]
security-price: 1055,-- [281,1084,321,1095]
portrait-face [1217,785,1269,848]
headline: Δ ΔΗΛΩΣΕΙΣ ΤΟΥ κ. ΒΕΝΙΖΕΛΟΥ [92,249,274,288]
headline: ΠΑΡΑΓΩΓΩΝ ΛΑΧΑΝΙΚΩΝ [1181,1969,1348,1984]
left-column [40,81,326,2305]
security-name: Αθηνών [44,1149,79,1161]
headline: ΕΞΗΦΑΝΙΣΕ ΠΑΝ ΣΤΟΙΧΕΙΟΝ ΤΑΥΤΟΤΗΤΟΣ [1182,650,1538,671]
subheadline: ΤΟ ΠΤΩΜΑ ΔΕΝ ΑΝΗΚΕΙ ΕΙΣ ΤΗΝ ΓΚΟΥΓΚΟΥΜΗ [603,1881,890,1895]
